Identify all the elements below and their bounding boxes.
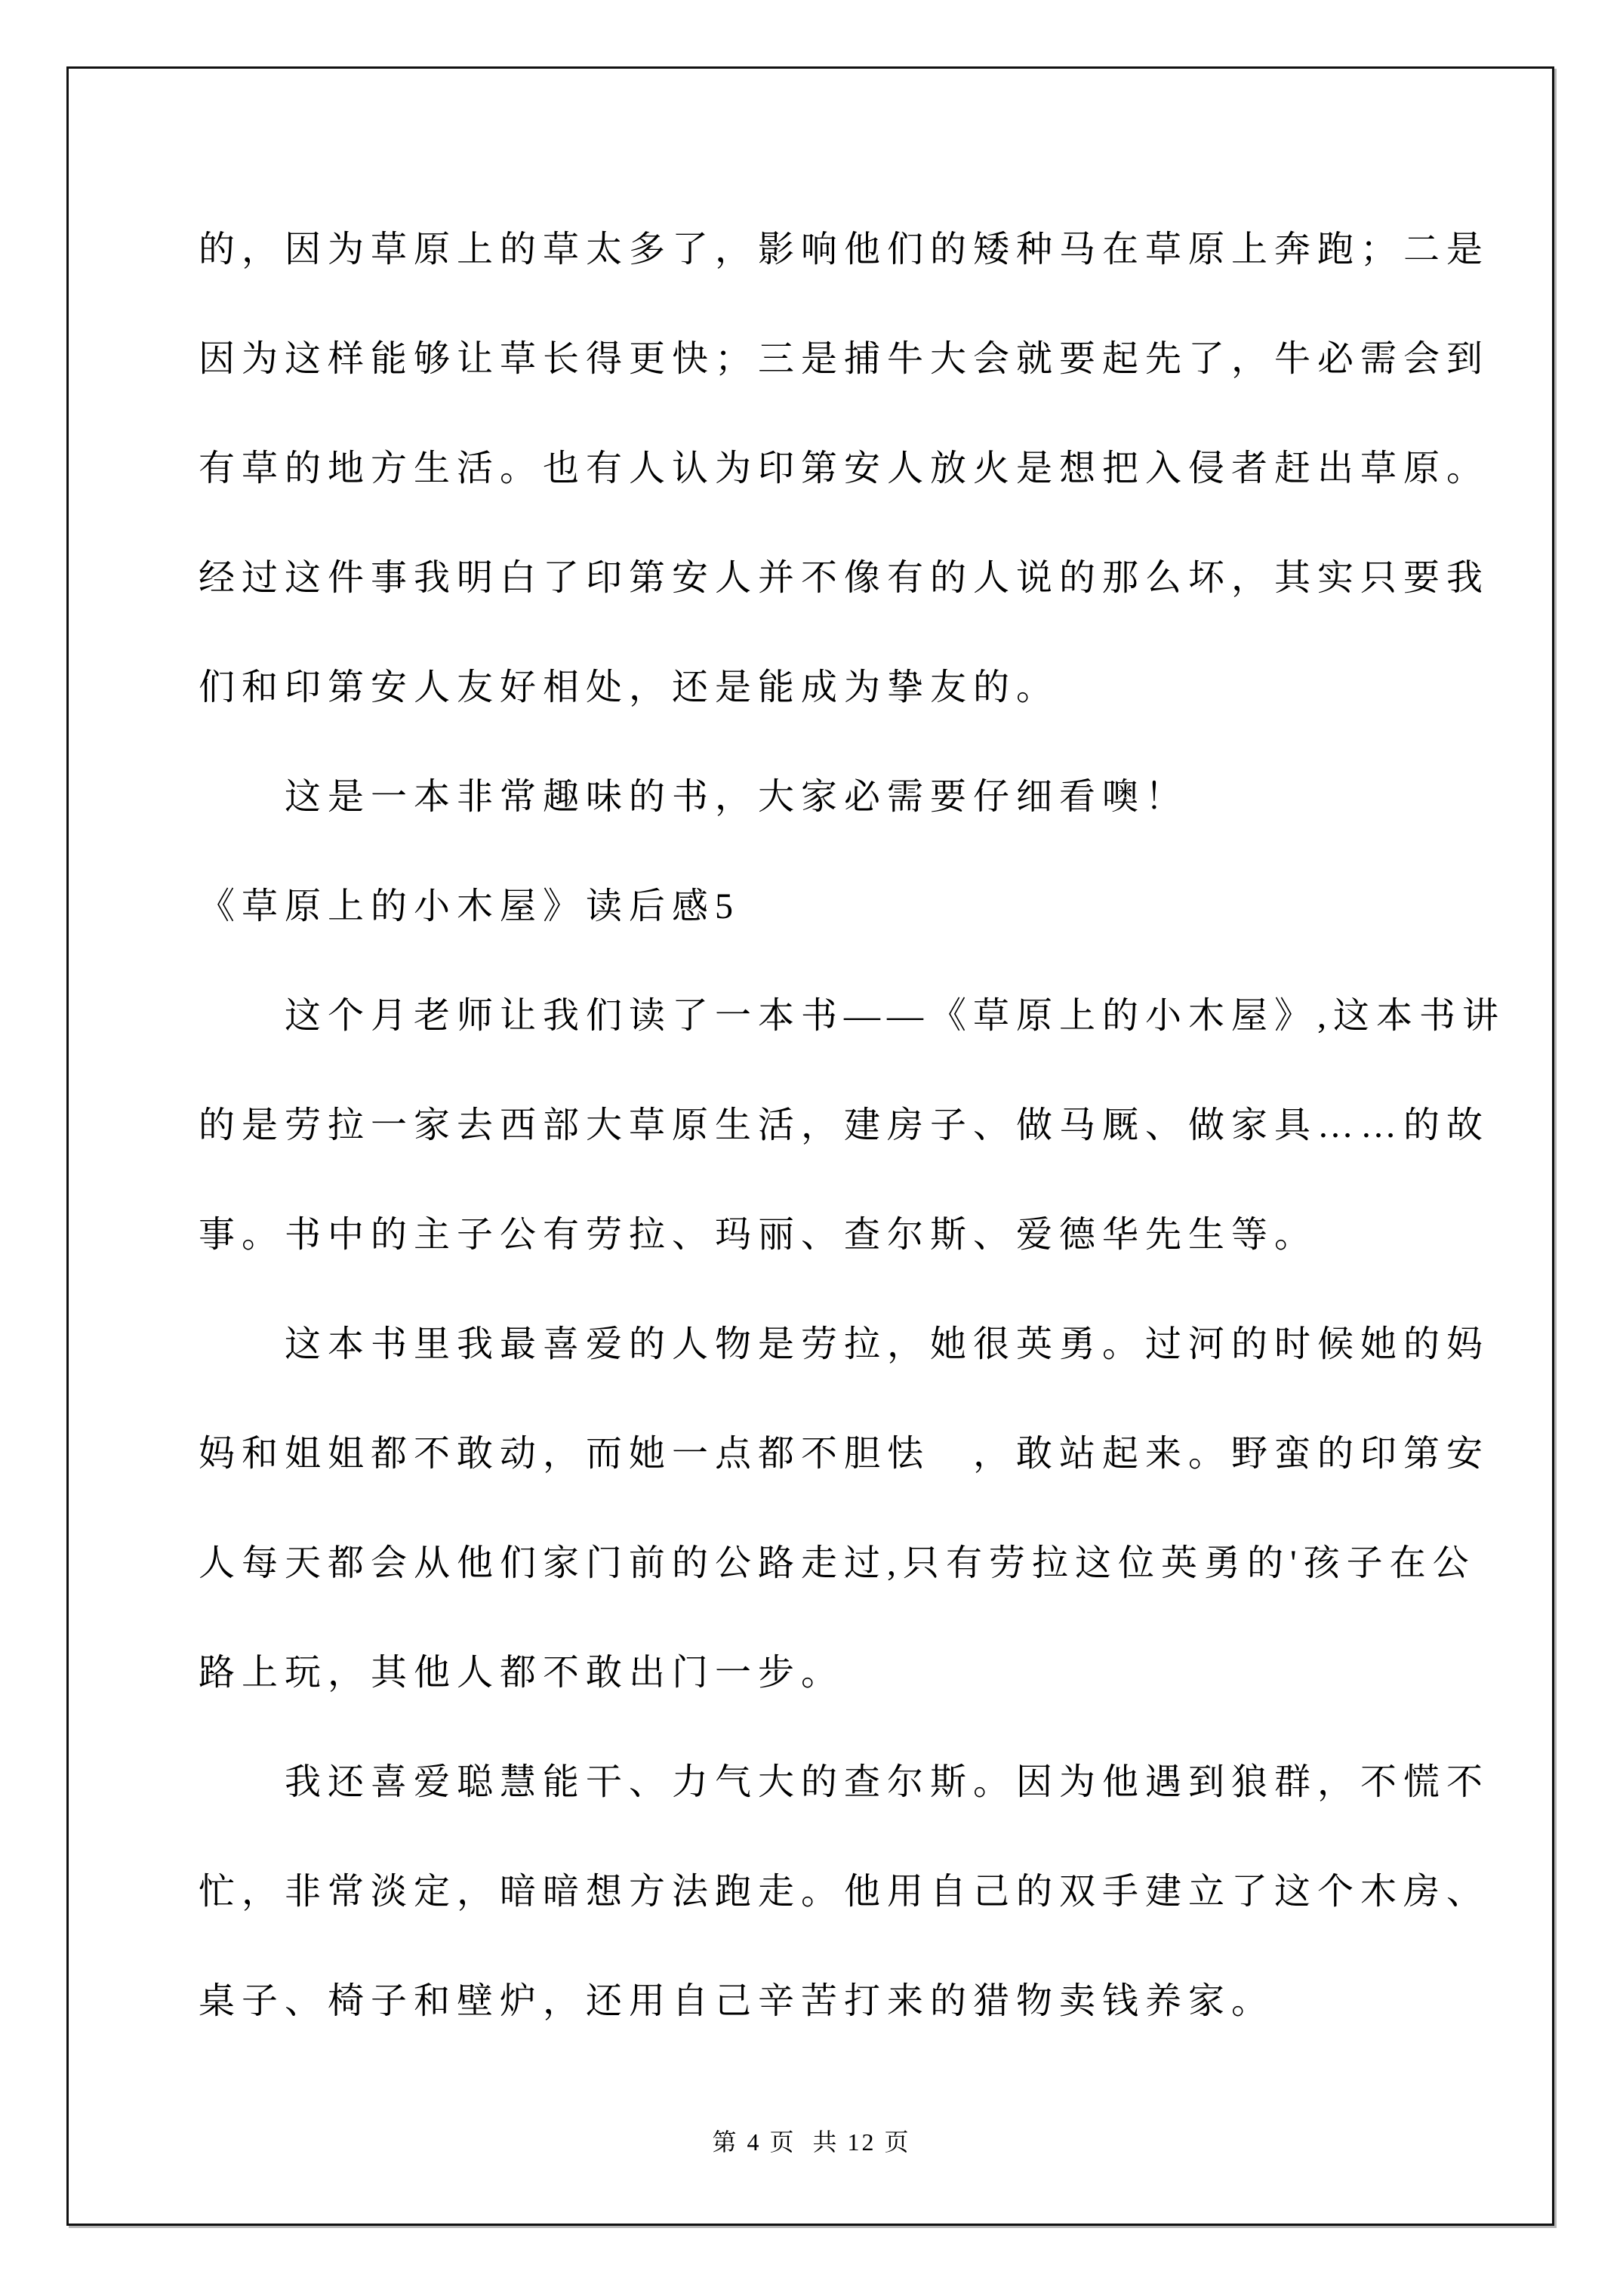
text-line: 路上玩，其他人都不敢出门一步。 (199, 1653, 845, 1693)
text-line: 桌子、椅子和壁炉，还用自己辛苦打来的猎物卖钱养家。 (199, 1981, 1275, 2021)
text-line: 的是劳拉一家去西部大草原生活，建房子、做马厩、做家具……的故 (199, 1105, 1490, 1145)
text-line: 经过这件事我明白了印第安人并不像有的人说的那么坏，其实只要我 (199, 558, 1490, 598)
text-line: 这个月老师让我们读了一本书——《草原上的小木屋》,这本书讲 (285, 996, 1506, 1036)
document-body (199, 195, 1512, 2056)
text-line: 有草的地方生活。也有人认为印第安人放火是想把入侵者赶出草原。 (199, 448, 1490, 488)
text-line: 这本书里我最喜爱的人物是劳拉，她很英勇。过河的时候她的妈 (285, 1324, 1490, 1364)
text-line: 们和印第安人友好相处，还是能成为挚友的。 (199, 667, 1060, 707)
section-heading: 《草原上的小木屋》读后感5 (199, 886, 741, 926)
text-line: 的，因为草原上的草太多了，影响他们的矮种马在草原上奔跑；二是 (199, 230, 1490, 270)
text-line: 人每天都会从他们家门前的公路走过,只有劳拉这位英勇的'孩子在公 (199, 1543, 1476, 1583)
page-footer: 第 4 页 共 12 页 (712, 2128, 911, 2156)
text-line: 这是一本非常趣味的书，大家必需要仔细看噢！ (285, 777, 1189, 817)
text-line: 忙，非常淡定，暗暗想方法跑走。他用自己的双手建立了这个木房、 (199, 1872, 1490, 1912)
text-line: 因为这样能够让草长得更快；三是捕牛大会就要起先了，牛必需会到 (199, 339, 1490, 379)
text-line: 事。书中的主子公有劳拉、玛丽、查尔斯、爱德华先生等。 (199, 1215, 1318, 1255)
text-line: 我还喜爱聪慧能干、力气大的查尔斯。因为他遇到狼群，不慌不 (285, 1762, 1490, 1802)
text-line: 妈和姐姐都不敢动，而她一点都不胆怯 ，敢站起来。野蛮的印第安 (199, 1434, 1490, 1474)
